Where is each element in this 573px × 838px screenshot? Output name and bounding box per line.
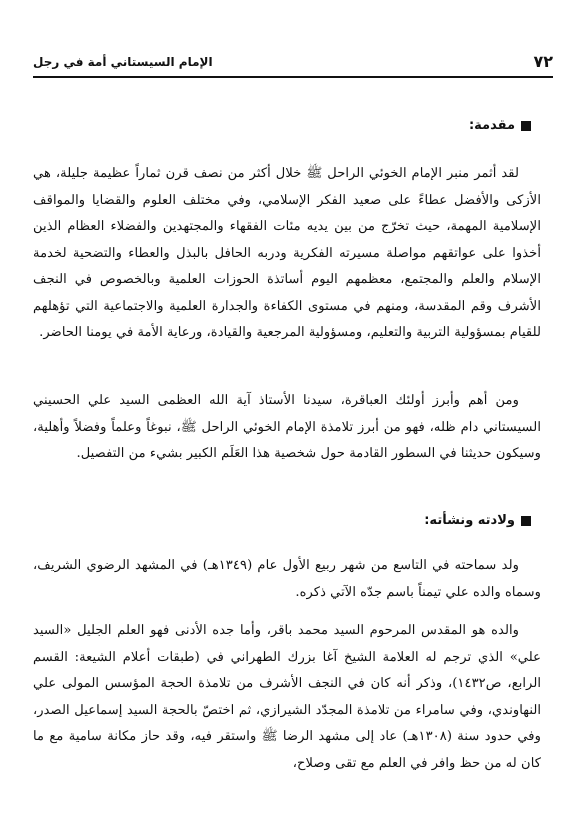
square-bullet-icon xyxy=(521,121,531,131)
paragraph: والده هو المقدس المرحوم السيد محمد باقر، وأما جده الأدنى فهو العلم الجليل «السيد علي» الذي ترجم له العلامة الشيخ آغا بزرك الطهراني في (طبقات أعلام الشيعة: القسم الرابع، ص١٤٣٢)، وذكر أنه كان في النجف الأشرف من تلامذة الحجة المؤسس المولى علي النهاوندي، وفي سامراء من تلامذة المجدّد الشيرازي، ثم اختصّ بالحجة السيد إسماعيل الصدر، وفي حدود سنة (١٣٠٨هـ) عاد إلى مشهد الرضا ﷺ واستقر فيه، وقد حاز مكانة سامية مع ما كان له من حظ وافر في العلم مع تقى وصلاح، xyxy=(33,623,541,771)
page-number: ٧٢ xyxy=(533,52,553,71)
section-heading-text: ولادته ونشأته: xyxy=(424,513,515,528)
section-heading-introduction xyxy=(469,118,531,133)
section-heading-text: مقدمة: xyxy=(468,118,515,133)
paragraph: ولد سماحته في التاسع من شهر ربيع الأول عام (١٣٤٩هـ) في المشهد الرضوي الشريف، وسماه والده علي تيمناً باسم جدّه الآتي ذكره. xyxy=(33,558,541,600)
paragraph: ومن أهم وأبرز أولئك العباقرة، سيدنا الأستاذ آية الله العظمى السيد علي الحسيني السيستاني دام ظله، فهو من أبرز تلامذة الإمام الخوئي الراحل ﷺ، نبوغاً وعلماً وفضلاً وأهلية، وسيكون حديثنا في السطور القادمة حول شخصية هذا العَلَم الكبير بشيء من التفصيل. xyxy=(33,393,541,462)
header-divider xyxy=(33,76,553,78)
page-header xyxy=(33,50,553,74)
square-bullet-icon xyxy=(521,516,531,526)
section-heading-birth xyxy=(424,513,531,528)
running-title: الإمام السيستاني أمة في رجل xyxy=(33,55,213,69)
paragraph: لقد أثمر منبر الإمام الخوئي الراحل ﷺ خلال أكثر من نصف قرن ثماراً عظيمة جليلة، هي الأزكى والأفضل عطاءً على صعيد الفكر الإسلامي، وفي مختلف العلوم والقضايا والمواقف الإسلامية المهمة، حيث تخرّج من بين يديه مئات الفقهاء والمجتهدين والفضلاء العظام الذين أخذوا على عواتقهم مواصلة مسيرته الفكرية ودربه الحافل بالبذل والعطاء والتضحية لخدمة الإسلام والعلم والمجتمع، معظمهم اليوم أساتذة الحوزات العلمية وبالخصوص في النجف الأشرف وقم المقدسة، ومنهم في مستوى الكفاءة والجدارة العلمية والاجتماعية التي تؤهلهم للقيام بمسؤولية التربية والتعليم، ومسؤولية المرجعية والقيادة، ورعاية الأمة في يومنا الحاضر. xyxy=(33,166,541,341)
